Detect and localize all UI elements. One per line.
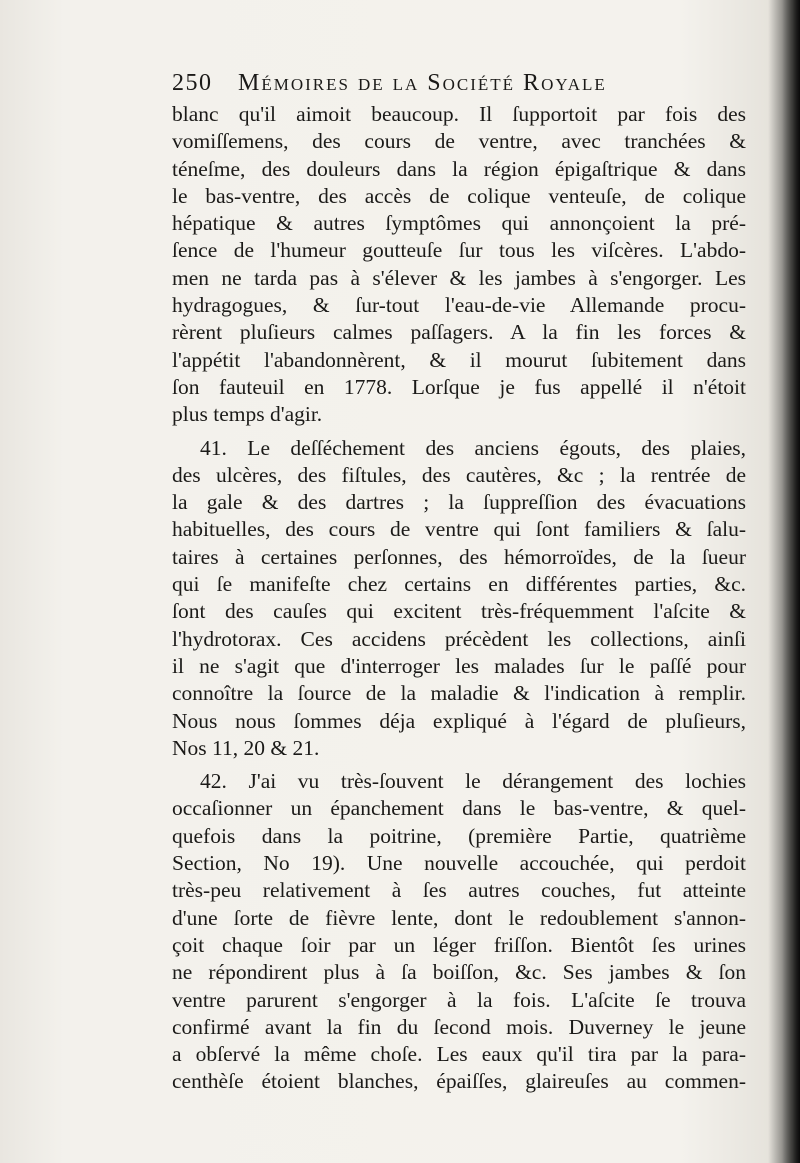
text-line: ſont des cauſes qui excitent très-fréquemment l'aſcite & (172, 599, 746, 624)
text-line: ventre parurent s'engorger à la fois. L'aſcite ſe trouva (172, 987, 746, 1012)
text-line: des ulcères, des fiſtules, des cautères, &c ; la rentrée de (172, 462, 746, 487)
paragraph-41-start: 41. Le deſſéchement des anciens égouts, des plaies, (200, 435, 746, 460)
text-line: très-peu relativement à ſes autres couches, fut atteinte (172, 878, 746, 903)
text-line: habituelles, des cours de ventre qui ſont familiers & ſalu- (172, 517, 746, 542)
body-text (172, 101, 746, 1096)
text-line: rèrent pluſieurs calmes paſſagers. A la fin les forces & (172, 320, 746, 345)
text-line: Section, No 19). Une nouvelle accouchée, qui perdoit (172, 851, 746, 876)
text-line: téneſme, des douleurs dans la région épigaſtrique & dans (172, 156, 746, 181)
text-line: connoître la ſource de la maladie & l'indication à remplir. (172, 681, 746, 706)
text-line: hydragogues, & ſur-tout l'eau-de-vie Allemande procu- (172, 293, 746, 318)
text-line: centhèſe étoient blanches, épaiſſes, glaireuſes au commen- (172, 1069, 746, 1094)
text-line: blanc qu'il aimoit beaucoup. Il ſupportoit par fois des (172, 102, 746, 126)
text-line: il ne s'agit que d'interroger les malades ſur le paſſé pour (172, 653, 746, 678)
text-line: la gale & des dartres ; la ſuppreſſion des évacuations (172, 490, 746, 515)
text-line: le bas-ventre, des accès de colique venteuſe, de colique (172, 183, 746, 208)
page-gutter-shadow (782, 0, 800, 1163)
text-line: taires à certaines perſonnes, des hémorroïdes, de la ſueur (172, 544, 746, 569)
text-line: quefois dans la poitrine, (première Partie, quatrième (172, 823, 746, 848)
running-head (172, 70, 692, 102)
text-line: qui ſe manifeſte chez certains en différentes parties, &c. (172, 572, 746, 597)
text-line: l'appétit l'abandonnèrent, & il mourut ſubitement dans (172, 347, 746, 372)
text-line: men ne tarda pas à s'élever & les jambes à s'engorger. Les (172, 265, 746, 290)
text-line: occaſionner un épanchement dans le bas-ventre, & quel- (172, 796, 746, 821)
running-title: Mémoires de la Société Royale (238, 70, 607, 96)
text-line: hépatique & autres ſymptômes qui annonçoient la pré- (172, 211, 746, 236)
text-line: Nous nous ſommes déja expliqué à l'égard de pluſieurs, (172, 708, 746, 733)
text-line: Nos 11, 20 & 21. (172, 735, 320, 760)
paragraph-42-start: 42. J'ai vu très-ſouvent le dérangement des lochies (200, 769, 746, 794)
text-line: l'hydrotorax. Ces accidens précèdent les collections, ainſi (172, 626, 746, 651)
text-line: confirmé avant la fin du ſecond mois. Duverney le jeune (172, 1014, 746, 1039)
text-line: ſon fauteuil en 1778. Lorſque je fus appellé il n'étoit (172, 374, 746, 399)
text-line: vomiſſemens, des cours de ventre, avec tranchées & (172, 129, 746, 154)
text-line: a obſervé la même choſe. Les eaux qu'il tira par la para- (172, 1042, 746, 1067)
page-number: 250 (172, 70, 213, 96)
text-line: d'une ſorte de fièvre lente, dont le redoublement s'annon- (172, 905, 746, 930)
text-line: ne répondirent plus à ſa boiſſon, &c. Ses jambes & ſon (172, 960, 746, 985)
text-line: ſence de l'humeur goutteuſe ſur tous les viſcères. L'abdo- (172, 238, 746, 263)
text-line: plus temps d'agir. (172, 402, 323, 427)
text-line: çoit chaque ſoir par un léger friſſon. Bientôt ſes urines (172, 932, 746, 957)
